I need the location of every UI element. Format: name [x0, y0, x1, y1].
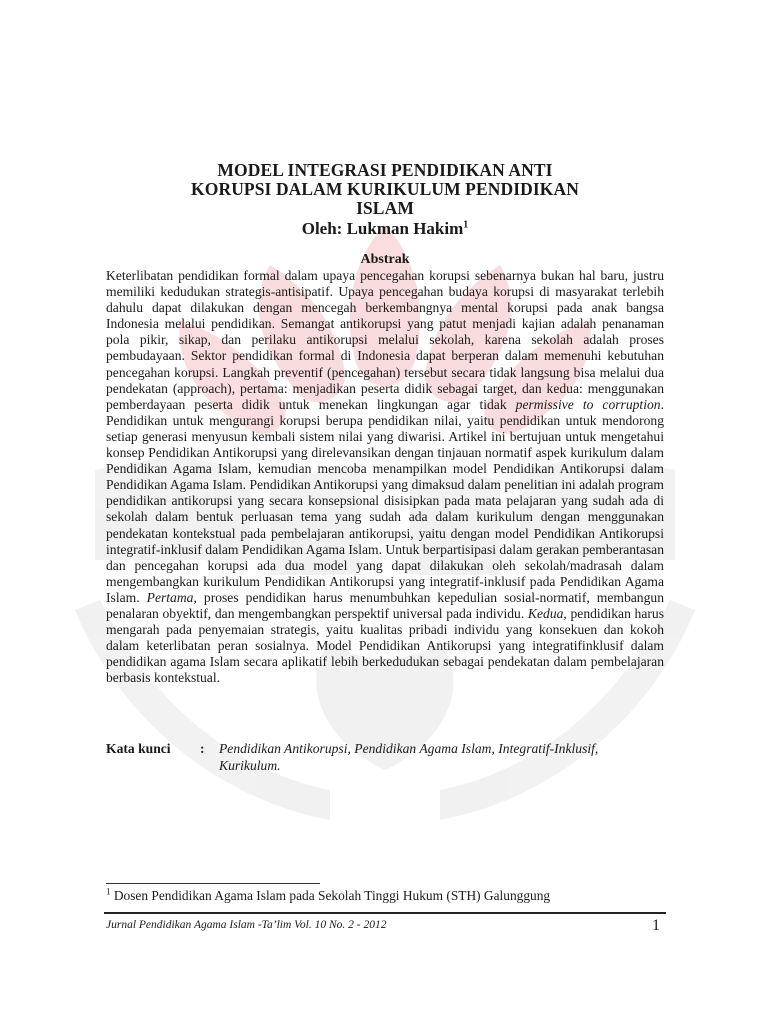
author-name: Oleh: Lukman Hakim	[301, 219, 464, 238]
footnote-text: Dosen Pendidikan Agama Islam pada Sekolah Tinggi Hukum (STH) Galunggung	[110, 888, 551, 903]
abstract-text-3: , proses pendidikan harus menumbuhkan kepedulian sosial-normatif, membangun penalaran obyektif, dan mengembangkan perspektif universal pada individu.	[106, 589, 664, 621]
abstract-text-1: Keterlibatan pendidikan formal dalam upaya pencegahan korupsi sebenarnya bukan hal baru, justru memiliki kedudukan strategis-antisipatif. Upaya pencegahan budaya korupsi di masyarakat terlebih dahulu dapat dilakukan dengan mencegah berkembangnya mental korupsi pada anak bangsa Indonesia melalui pendidikan. Semangat antikorupsi yang patut menjadi kajian adalah penanaman pola pikir, sikap, dan perilaku antikorupsi melalui sekolah, karena sekolah adalah proses pembudayaan. Sektor pendidikan formal di Indonesia dapat berperan dalam memenuhi kebutuhan pencegahan korupsi. Langkah preventif (pencegahan) tersebut secara tidak langsung bisa melalui dua pendekatan (approach), pertama: menjadikan peserta didik sebagai target, dan kedua: menggunakan pemberdayaan peserta didik untuk menekan lingkungan agar tidak	[106, 268, 664, 412]
page-number: 1	[652, 917, 660, 934]
abstract-text-2: . Pendidikan untuk mengurangi korupsi berupa pendidikan nilai, yaitu pendidikan untuk mendorong setiap generasi menyusun kembali sistem nilai yang diwarisi. Artikel ini bertujuan untuk mengetahui konsep Pendidikan Antikorupsi yang direlevansikan dengan tinjauan normatif aspek kurikulum dalam Pendidikan Agama Islam, kemudian mencoba menampilkan model Pendidikan Antikorupsi dalam Pendidikan Agama Islam. Pendidikan Antikorupsi yang dimaksud dalam penelitian ini adalah program pendidikan antikorupsi yang secara konsepsional disisipkan pada mata pelajaran yang sudah ada di sekolah dalam bentuk perluasan tema yang sudah ada dalam kurikulum dengan menggunakan pendekatan kontekstual pada pembelajaran antikorupsi, yaitu dengan model Pendidikan Antikorupsi integratif-inklusif dalam Pendidikan Agama Islam. Untuk berpartisipasi dalam gerakan pemberantasan dan pencegahan korupsi ada dua model yang dapat dilakukan oleh sekolah/madrasah dalam mengembangkan kurikulum Pendidikan Antikorupsi yang integratif-inklusif pada Pendidikan Agama Islam.	[106, 396, 664, 605]
abstract-body	[106, 268, 664, 686]
title-block	[106, 161, 664, 239]
footnote-mark: 1	[106, 886, 111, 897]
journal-citation: Jurnal Pendidikan Agama Islam -Ta’lim Vol. 10 No. 2 - 2012	[106, 919, 387, 931]
abstract-heading: Abstrak	[360, 252, 410, 267]
keywords-label: Kata kunci	[106, 741, 171, 756]
title-line-2: KORUPSI DALAM KURIKULUM PENDIDIKAN	[191, 179, 579, 199]
abstract-text-italic-1: permissive to corruption	[515, 396, 661, 412]
abstract-text-italic-3: Kedua	[527, 605, 564, 621]
footer-divider	[104, 912, 666, 914]
title-line-3: ISLAM	[356, 198, 414, 218]
abstract-text-italic-2: Pertama	[146, 589, 194, 605]
footnote	[106, 888, 666, 904]
abstract-text-4: , pendidikan harus mengarah pada penyemaian strategis, yaitu kualitas pribadi individu yang konsekuen dan kokoh dalam keterlibatan peran sosialnya. Model Pendidikan Antikorupsi yang integratifinklusif dalam pendidikan agama Islam secara aplikatif lebih berkedudukan sebagai pendekatan dalam pembelajaran berbasis kontekstual.	[106, 605, 665, 686]
keywords-separator: :	[200, 741, 205, 756]
author-footnote-mark: 1	[463, 219, 469, 231]
title-line-1: MODEL INTEGRASI PENDIDIKAN ANTI	[217, 160, 553, 180]
footnote-divider	[106, 883, 320, 884]
author-line	[106, 218, 664, 239]
keywords-text: Pendidikan Antikorupsi, Pendidikan Agama Islam, Integratif-Inklusif, Kurikulum.	[219, 741, 599, 773]
